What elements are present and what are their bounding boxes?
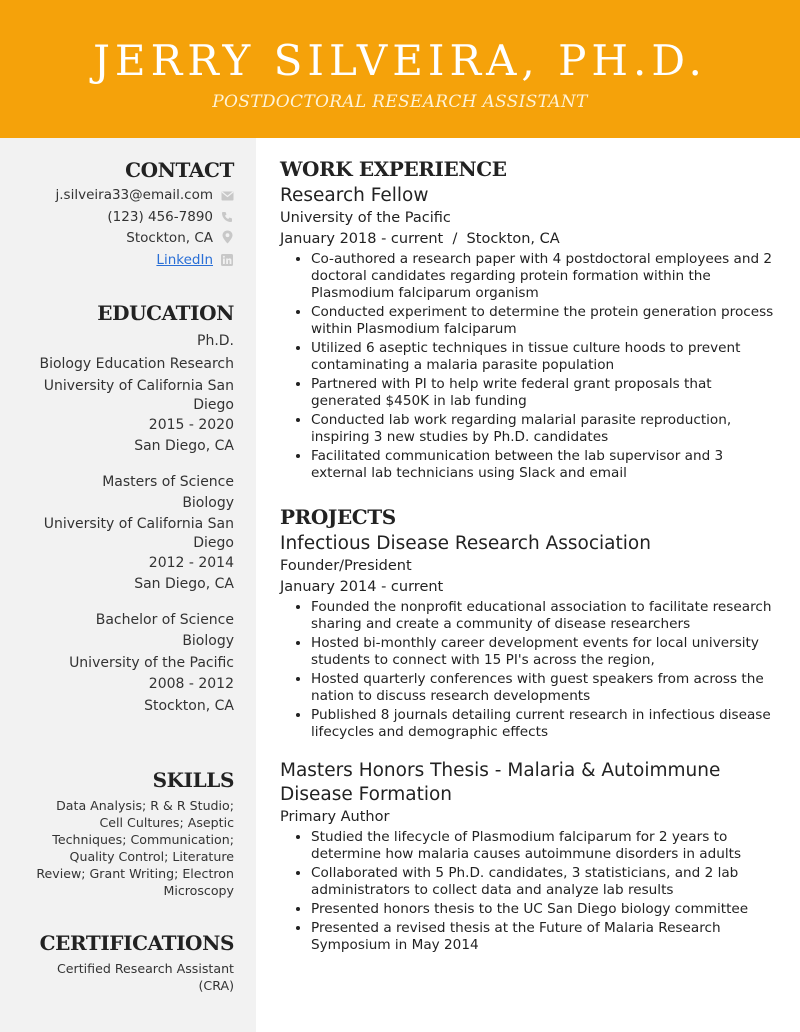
degree: Bachelor of Science xyxy=(95,611,234,628)
envelope-icon xyxy=(220,187,234,201)
list-item: • Conducted lab work regarding malarial parasite reproduction, inspiring 3 new studies by Ph.D. candidates xyxy=(311,412,780,446)
projects-section xyxy=(280,504,780,954)
list-item: • Conducted experiment to determine the protein generation process within Plasmodium falciparum xyxy=(311,304,780,338)
main-content xyxy=(280,156,780,956)
project-role: Founder/President xyxy=(280,558,412,574)
list-item: • Hosted bi-monthly career development events for local university students to connect with 15 PI's across the region, xyxy=(311,635,780,669)
list-item: • Studied the lifecycle of Plasmodium falciparum for 2 years to determine how malaria causes autoimmune disorders in adults xyxy=(311,829,780,863)
certifications-heading: CERTIFICATIONS xyxy=(39,931,234,955)
candidate-name: JERRY SILVEIRA, PH.D. xyxy=(93,36,707,85)
skills-heading: SKILLS xyxy=(152,768,234,792)
skills-section xyxy=(20,768,234,899)
contact-heading: CONTACT xyxy=(125,158,234,182)
job-role: Research Fellow xyxy=(280,185,429,206)
field-of-study: Biology xyxy=(182,633,234,649)
project-title: Masters Honors Thesis - Malaria & Autoimmune Disease Formation xyxy=(280,760,721,805)
contact-section xyxy=(20,158,234,271)
location-text: Stockton, CA xyxy=(126,230,213,246)
school: University of California San Diego xyxy=(43,377,234,413)
contact-email xyxy=(20,185,234,207)
degree: Masters of Science xyxy=(102,473,234,490)
skills-list: Data Analysis; R & R Studio; Cell Cultures; Aseptic Techniques; Communication; Quality Control; Literature Review; Grant Writing; Electron Microscopy xyxy=(36,798,234,898)
years: 2008 - 2012 xyxy=(148,676,234,692)
certification-item: Certified Research Assistant (CRA) xyxy=(57,961,234,993)
project-entry xyxy=(280,759,780,954)
school-location: San Diego, CA xyxy=(134,576,234,592)
education-heading: EDUCATION xyxy=(97,301,234,325)
list-item: • Utilized 6 aseptic techniques in tissue culture hoods to prevent contaminating a malaria parasite population xyxy=(311,340,780,374)
projects-heading: PROJECTS xyxy=(280,505,396,529)
resume-header xyxy=(0,0,800,138)
project-role: Primary Author xyxy=(280,809,390,825)
education-entry xyxy=(20,331,234,458)
job-organization: University of the Pacific xyxy=(280,210,451,226)
map-pin-icon xyxy=(220,230,234,244)
list-item: • Hosted quarterly conferences with guest speakers from across the nation to discuss research developments xyxy=(311,671,780,705)
list-item: • Presented honors thesis to the UC San Diego biology committee xyxy=(311,901,780,918)
degree: Ph.D. xyxy=(197,333,234,349)
certifications-section xyxy=(20,931,234,994)
school-location: Stockton, CA xyxy=(144,697,234,714)
linkedin-link[interactable]: LinkedIn xyxy=(156,251,213,268)
school: University of California San Diego xyxy=(43,515,234,551)
list-item: • Presented a revised thesis at the Future of Malaria Research Symposium in May 2014 xyxy=(311,920,780,954)
school: University of the Pacific xyxy=(69,654,234,671)
field-of-study: Biology Education Research xyxy=(39,355,234,372)
job-dates-location: January 2018 - current / Stockton, CA xyxy=(280,231,560,247)
sidebar xyxy=(0,138,256,1032)
school-location: San Diego, CA xyxy=(134,438,234,454)
list-item: • Co-authored a research paper with 4 postdoctoral employees and 2 doctoral candidates regarding protein formation within the Plasmodium falciparum organism xyxy=(311,251,780,302)
project-bullets xyxy=(280,599,780,741)
education-entry xyxy=(20,472,234,596)
job-bullets xyxy=(280,251,780,482)
years: 2012 - 2014 xyxy=(148,554,234,571)
years: 2015 - 2020 xyxy=(148,416,234,433)
candidate-title: POSTDOCTORAL RESEARCH ASSISTANT xyxy=(212,92,588,112)
list-item: • Published 8 journals detailing current research in infectious disease lifecycles and demographic effects xyxy=(311,707,780,741)
work-experience-section xyxy=(280,156,780,482)
linkedin-icon xyxy=(220,252,234,266)
project-bullets xyxy=(280,829,780,954)
project-dates: January 2014 - current xyxy=(280,579,444,595)
phone-icon xyxy=(220,209,234,223)
list-item: • Collaborated with 5 Ph.D. candidates, 3 statisticians, and 2 lab administrators to collect data and analyze lab results xyxy=(311,865,780,899)
contact-location xyxy=(20,228,234,250)
education-entry xyxy=(20,610,234,718)
list-item: • Founded the nonprofit educational association to facilitate research sharing and create a community of disease researchers xyxy=(311,599,780,633)
project-title: Infectious Disease Research Association xyxy=(280,533,651,554)
contact-linkedin xyxy=(20,250,234,272)
education-section xyxy=(20,301,234,731)
list-item: • Facilitated communication between the lab supervisor and 3 external lab technicians using Slack and email xyxy=(311,448,780,482)
field-of-study: Biology xyxy=(182,495,234,511)
work-experience-heading: WORK EXPERIENCE xyxy=(280,157,507,181)
list-item: • Partnered with PI to help write federal grant proposals that generated $450K in lab funding xyxy=(311,376,780,410)
contact-phone xyxy=(20,207,234,229)
phone-text: (123) 456-7890 xyxy=(107,208,213,225)
email-text: j.silveira33@email.com xyxy=(55,187,213,203)
